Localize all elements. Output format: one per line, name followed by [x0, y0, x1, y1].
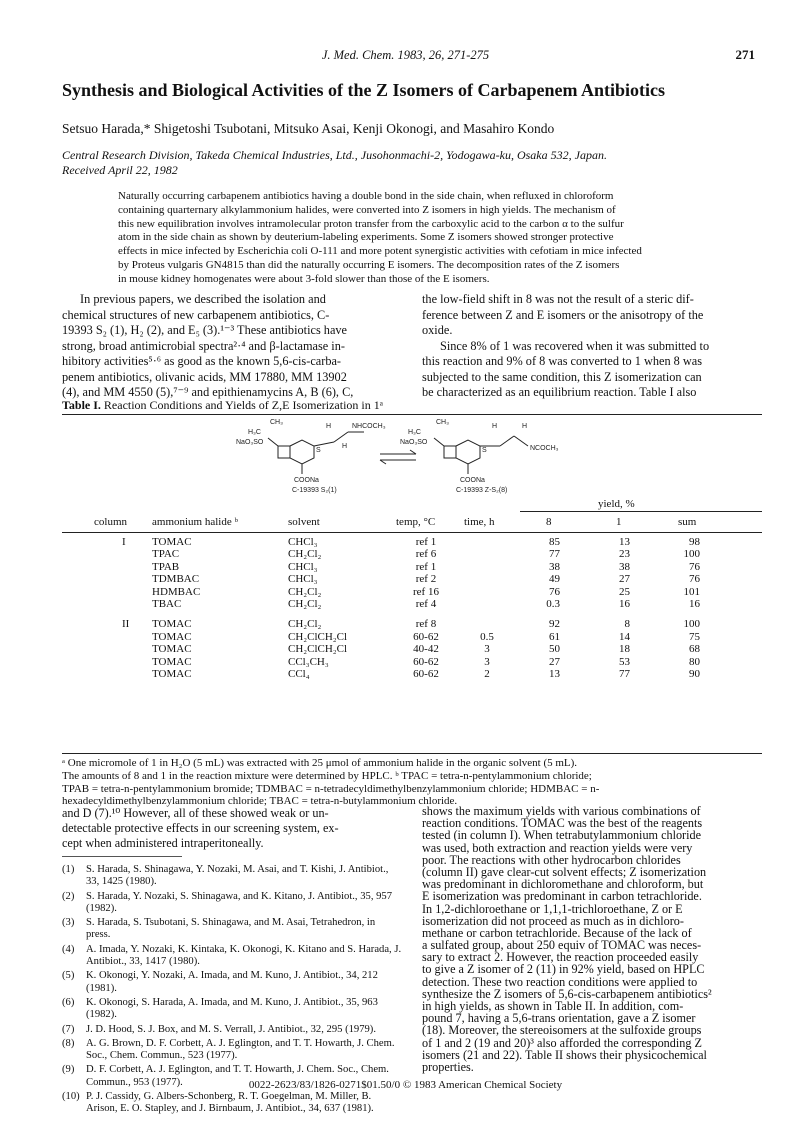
table-cell-y1: 14 — [619, 630, 630, 643]
table-row — [62, 548, 762, 560]
scheme-atom-label: H — [342, 443, 348, 450]
table-cell-y8: 27 — [549, 655, 560, 668]
body-left-top — [62, 292, 402, 401]
table-cell-y8: 13 — [549, 668, 560, 680]
table-cell-halide: TOMAC — [152, 630, 192, 643]
abstract-line: atom in the side chain as shown by deuterium-labeling experiments. Some Z isomers showed stronger protective — [118, 231, 614, 244]
table-header-row — [62, 516, 762, 529]
body-right-top — [422, 292, 762, 401]
scheme-betalactam-left — [278, 446, 290, 458]
footnote-line: The amounts of 8 and 1 in the reaction mixture were determined by HPLC. ᵇ TPAC = tetra-n-pentylammonium chloride; — [62, 769, 592, 782]
table-cell-sum: 16 — [689, 598, 700, 610]
body-line: tested (in column I). When tetrabutylammonium chloride — [422, 828, 701, 843]
reference-text: J. D. Hood, S. J. Box, and M. S. Verrall, J. Antibiot., 32, 295 (1979). — [86, 1023, 376, 1035]
scheme-atom-label: H — [326, 423, 332, 430]
affiliation — [62, 148, 762, 178]
table-caption-label: Table I. — [62, 398, 101, 412]
table-cell-sum: 76 — [689, 560, 700, 573]
body-line: subjected to the same condition, this Z isomerization can — [422, 369, 702, 384]
scheme-bond — [514, 436, 528, 446]
scheme-atom-label: S — [316, 447, 321, 454]
table-row — [62, 586, 762, 598]
reference-item — [62, 917, 402, 942]
table-cell-temp: 60-62 — [413, 630, 439, 643]
table-cell-halide: TPAB — [152, 560, 180, 573]
scheme-atom-label: COONa — [294, 477, 319, 484]
table-cell-solvent: CH₂ClCH₂Cl — [288, 643, 348, 656]
table-cell-halide: TOMAC — [152, 668, 192, 680]
table-cell-y8: 77 — [549, 548, 560, 561]
table-cell-sum: 90 — [689, 668, 700, 680]
body-line: ference between Z and E isomers or the anisotropy of the — [422, 307, 704, 322]
table-cell-temp: ref 8 — [415, 618, 437, 631]
copyright-footer: 0022-2623/83/1826-0271$01.50/0 © 1983 American Chemical Society — [248, 1079, 563, 1091]
table-row — [62, 573, 762, 585]
body-line: to give a Z isomer of 2 (11) in 92% yield, based on HPLC — [422, 962, 705, 977]
body-line: In previous papers, we described the isolation and — [80, 292, 326, 306]
article-title: Synthesis and Biological Activities of the Z Isomers of Carbapenem Antibiotics — [62, 80, 666, 100]
scheme-atom-label: NaO₃SO — [236, 439, 264, 446]
table-cell-sum: 100 — [683, 548, 700, 561]
table-cell-temp: ref 1 — [415, 536, 437, 548]
reference-text: A. G. Brown, D. F. Corbett, A. J. Eglington, and T. T. Howarth, J. Chem. Soc., Chem. Commun., 523 (1977). — [86, 1037, 395, 1062]
table-cell-halide: TPAC — [152, 548, 180, 561]
reference-text: K. Okonogi, S. Harada, A. Imada, and M. Kuno, J. Antibiot., 35, 963 (1982). — [86, 996, 378, 1021]
table-cell-sum: 75 — [689, 630, 700, 643]
reference-text: S. Harada, Y. Nozaki, S. Shinagawa, and K. Kitano, J. Antibiot., 35, 957 (1982). — [86, 890, 393, 914]
table-row — [62, 618, 762, 630]
table-cell-halide: TOMAC — [152, 618, 192, 631]
table-row — [62, 631, 762, 643]
reference-item — [62, 970, 402, 995]
body-line: sary to extract 2. However, the reaction proceeded easily — [422, 950, 699, 965]
table-cell-temp: 60-62 — [413, 655, 439, 668]
abstract-line: by Proteus vulgaris GN4815 than did the naturally occurring E isomers. The decomposition rates of the Z isomers — [118, 258, 620, 271]
table-cell-y1: 25 — [619, 585, 630, 598]
table-cell-time: 0.5 — [480, 630, 494, 643]
table-cell-y8: 50 — [549, 643, 560, 656]
affiliation-line: Central Research Division, Takeda Chemical Industries, Ltd., Jusohonmachi-2, Yodogawa-ku, Osaka 532, Japan. — [62, 148, 607, 162]
table-cell-y8: 61 — [549, 630, 560, 643]
abstract-line: in mouse kidney homogenates were about 3-fold slower than those of the E isomers. — [118, 272, 490, 285]
body-line: shows the maximum yields with various combinations of — [422, 804, 701, 818]
table-cell-y1: 8 — [624, 618, 630, 631]
table-cell-y8: 76 — [549, 585, 560, 598]
reference-text: S. Harada, S. Tsubotani, S. Shinagawa, and M. Asai, Tetrahedron, in press. — [86, 917, 376, 941]
reference-number: (9) — [62, 1064, 75, 1076]
body-line: hibitory activities⁵·⁶ as good as the known 5,6-cis-carba- — [62, 354, 342, 368]
scheme-bond — [434, 438, 444, 446]
scheme-bond — [268, 438, 278, 446]
scheme-atom-label: CH₃ — [436, 419, 449, 426]
scheme-atom-label: NaO₃SO — [400, 439, 428, 446]
body-line: synthesize the Z isomers of 5,6-cis-carbapenem antibiotics² — [422, 986, 712, 1001]
table-header-y1: 1 — [616, 516, 622, 528]
body-line: a sulfated group, about 250 equiv of TOMAC was neces- — [422, 938, 702, 953]
scheme-arrowhead — [380, 460, 386, 464]
scheme-bond — [500, 436, 514, 446]
table-cell-temp: 60-62 — [413, 668, 439, 680]
table-cell-y1: 38 — [619, 560, 630, 573]
table-cell-solvent: CCl₃CH₃ — [288, 655, 329, 668]
body-line: detectable protective effects in our screening system, ex- — [62, 820, 339, 835]
reference-number: (10) — [62, 1091, 80, 1103]
abstract-line: effects in mice infected by Escherichia coli O-111 and more potent synergistic activities with cefotiam in mice infected — [118, 245, 642, 258]
scheme-atom-label: S — [482, 447, 487, 454]
reference-item — [62, 944, 402, 969]
abstract-line: this new equilibration involves intramolecular proton transfer from the carboxylic acid to the carbon α to the sulfur — [118, 217, 624, 230]
scheme-betalactam-right — [444, 446, 456, 458]
body-line: In 1,2-dichloroethane or 1,1,1-trichloroethane, Z or E — [422, 901, 683, 916]
reference-text: D. F. Corbett, A. J. Eglington, and T. T. Howarth, J. Chem. Soc., Chem. Commun., 953 (1977). — [86, 1064, 389, 1088]
references-rule — [62, 856, 182, 857]
table-cell-solvent: CH₂Cl₂ — [288, 585, 322, 598]
body-line: isomers (21 and 22). Table II shows their physicochemical — [422, 1047, 707, 1062]
body-line: (4), and MM 4550 (5),⁷⁻⁹ and epithienamycins A, B (6), C, — [62, 385, 354, 399]
reaction-scheme — [230, 418, 580, 494]
reference-item — [62, 1038, 402, 1063]
body-line: oxide. — [422, 323, 453, 337]
reference-item — [62, 1091, 402, 1116]
journal-header: J. Med. Chem. 1983, 26, 271-275 — [321, 48, 490, 62]
table-top-rule — [62, 414, 762, 415]
scheme-bond — [334, 432, 348, 442]
body-line: pound 7, having a 5,6-trans orientation, gave a Z isomer — [422, 1011, 696, 1026]
table-cell-y8: 49 — [549, 573, 560, 586]
received-date: Received April 22, 1982 — [62, 163, 178, 177]
body-line: reaction conditions. TOMAC was the best of the reagents — [422, 816, 703, 831]
abstract-line: Naturally occurring carbapenem antibiotics having a double bond in the side chain, when refluxed in chloroform — [118, 190, 614, 202]
table-cell-sum: 101 — [683, 585, 700, 598]
scheme-atom-label: H₃C — [248, 429, 261, 436]
table-header-halide: ammonium halide ᵇ — [152, 516, 238, 528]
table-cell-solvent: CH₂Cl₂ — [288, 618, 322, 631]
table-cell-time: 3 — [484, 643, 490, 656]
table-row — [62, 643, 762, 655]
body-left-bottom — [62, 806, 402, 850]
table-cell-temp: ref 6 — [415, 548, 437, 561]
table-footnote — [62, 757, 762, 808]
table-header-rule — [62, 532, 762, 533]
body-line: (18). Moreover, the stereoisomers at the sulfoxide groups — [422, 1023, 702, 1038]
table-cell-column: II — [122, 618, 130, 631]
body-line: isomerization did not proceed as much as in dichloro- — [422, 913, 684, 928]
table-cell-halide: TOMAC — [152, 536, 192, 548]
body-line: was used, both extraction and reaction yields were very — [422, 840, 693, 855]
table-cell-halide: TBAC — [152, 598, 182, 610]
table-cell-solvent: CH₂Cl₂ — [288, 548, 322, 561]
body-line: strong, broad antimicrobial spectra²·⁴ and β-lactamase in- — [62, 338, 345, 353]
table-header-solvent: solvent — [288, 516, 320, 528]
reference-number: (2) — [62, 890, 75, 902]
table-cell-y1: 77 — [619, 668, 630, 680]
scheme-atom-label: H — [492, 423, 498, 430]
abstract — [118, 190, 718, 287]
footnote-line: TPAB = tetra-n-pentylammonium bromide; TDMBAC = n-tetradecyldimethylbenzylammonium chloride; HDMBAC = n- — [62, 782, 600, 795]
table-caption-text: Reaction Conditions and Yields of Z,E Isomerization in 1ᵃ — [103, 398, 384, 412]
table-cell-y1: 23 — [619, 548, 630, 561]
scheme-label-left: C-19393 S₂(1) — [292, 487, 337, 494]
table-header-time: time, h — [464, 516, 495, 528]
reference-number: (1) — [62, 864, 75, 875]
reference-number: (3) — [62, 917, 75, 929]
footnote-line: ᵃ One micromole of 1 in H₂O (5 mL) was extracted with 25 μmol of ammonium halide in the organic solvent (5 mL). — [62, 757, 578, 769]
table-row — [62, 656, 762, 668]
reference-item — [62, 997, 402, 1022]
reference-item — [62, 864, 402, 889]
table-row — [62, 668, 762, 680]
body-right-bottom — [422, 806, 762, 1074]
reference-number: (7) — [62, 1023, 75, 1035]
body-line: this reaction and 9% of 8 was converted to 1 when 8 was — [422, 354, 703, 368]
table-cell-y1: 27 — [619, 573, 630, 586]
scheme-atom-label: COONa — [460, 477, 485, 484]
body-line: methane or carbon tetrachloride. Because of the lack of — [422, 925, 692, 940]
table-row — [62, 598, 762, 610]
table-cell-halide: TDMBAC — [152, 573, 200, 586]
table-yield-header: yield, % — [598, 498, 635, 510]
scheme-label-right: C-19393 Z-S₂(8) — [456, 487, 508, 494]
table-cell-y8: 0.3 — [546, 598, 560, 610]
body-line: be characterized as an equilibrium reaction. Table I also — [422, 385, 697, 399]
table-caption — [62, 398, 383, 413]
scheme-atom-label: H₃C — [408, 429, 421, 436]
table-header-temp: temp, °C — [396, 516, 436, 528]
body-line: detection. These two reaction conditions were applied to — [422, 974, 698, 989]
table-cell-y1: 16 — [619, 598, 630, 610]
body-line: in high yields, as shown in Table II. In addition, com- — [422, 999, 684, 1013]
body-line: chemical structures of new carbapenem antibiotics, C- — [62, 307, 330, 322]
table-cell-y1: 53 — [619, 655, 630, 668]
scheme-atom-label: NCOCH₃ — [530, 445, 559, 452]
table-row — [62, 561, 762, 573]
table-cell-solvent: CCl₄ — [288, 668, 310, 680]
table-cell-solvent: CHCl₃ — [288, 536, 318, 548]
table-cell-sum: 100 — [683, 618, 700, 631]
reference-text: S. Harada, S. Shinagawa, Y. Nozaki, M. Asai, and T. Kishi, J. Antibiot., 33, 1425 (1980). — [86, 864, 389, 888]
footnote-line: hexadecyldimethylbenzylammonium chloride; TBAC = tetra-n-butylammonium chloride. — [62, 795, 458, 808]
body-line: and D (7).¹⁰ However, all of these showed weak or un- — [62, 806, 329, 820]
table-cell-sum: 76 — [689, 573, 700, 586]
table-bottom-rule — [62, 753, 762, 754]
author-list: Setsuo Harada,* Shigetoshi Tsubotani, Mitsuko Asai, Kenji Okonogi, and Masahiro Kondo — [62, 121, 555, 136]
reference-item — [62, 891, 402, 916]
scheme-atom-label: H — [522, 423, 528, 430]
body-line: properties. — [422, 1059, 474, 1074]
table-cell-solvent: CH₂ClCH₂Cl — [288, 630, 348, 643]
table-cell-column: I — [122, 536, 126, 548]
table-cell-temp: ref 4 — [415, 598, 437, 610]
table-cell-temp: ref 16 — [413, 585, 439, 598]
body-line: was predominant in dichloromethane and chloroform, but — [422, 877, 704, 892]
reference-number: (8) — [62, 1037, 75, 1049]
reference-text: K. Okonogi, Y. Nozaki, A. Imada, and M. Kuno, J. Antibiot., 34, 212 (1981). — [86, 970, 378, 994]
body-line: the low-field shift in 8 was not the result of a steric dif- — [422, 292, 694, 306]
body-line: poor. The reactions with other hydrocarbon chlorides — [422, 852, 681, 867]
body-line: of 1 and 2 (19 and 20)³ also afforded the corresponding Z — [422, 1035, 702, 1050]
table-cell-halide: TOMAC — [152, 643, 192, 656]
reference-item — [62, 1024, 402, 1036]
scheme-ring-right — [456, 440, 480, 464]
abstract-line: containing quarternary alkylammonium halides, were converted into Z isomers in high yields. The mechanism of — [118, 203, 616, 216]
table-cell-temp: 40-42 — [413, 643, 439, 656]
table-cell-y1: 18 — [619, 643, 630, 656]
reference-text: A. Imada, Y. Nozaki, K. Kintaka, K. Okonogi, K. Kitano and S. Harada, J. Antibiot., 33, 1417 (1980). — [86, 943, 402, 968]
table-cell-y1: 13 — [619, 536, 630, 548]
table-cell-sum: 68 — [689, 643, 700, 656]
table-cell-sum: 98 — [689, 536, 700, 548]
table-header-column: column — [94, 516, 127, 528]
table-cell-solvent: CH₂Cl₂ — [288, 598, 322, 610]
table-cell-time: 3 — [484, 655, 490, 668]
body-line: Since 8% of 1 was recovered when it was submitted to — [440, 338, 710, 353]
body-line: cept when administered intraperitoneally. — [62, 835, 264, 850]
scheme-atom-label: NHCOCH₃ — [352, 423, 386, 430]
table-yield-rule — [520, 511, 762, 512]
page-number: 271 — [735, 47, 755, 62]
body-line: E isomerization was predominant in carbon tetrachloride. — [422, 889, 702, 904]
scheme-arrowhead — [410, 450, 416, 454]
body-line: (column II) gave clear-cut solvent effects; Z isomerization — [422, 864, 707, 879]
table-cell-solvent: CHCl₃ — [288, 573, 318, 586]
table-cell-y8: 85 — [549, 536, 560, 548]
scheme-bond — [314, 442, 334, 446]
table-cell-temp: ref 2 — [415, 573, 437, 586]
scheme-ring-left — [290, 440, 314, 464]
table-header-y8: 8 — [546, 516, 552, 528]
table-cell-time: 2 — [484, 668, 490, 680]
table-cell-temp: ref 1 — [415, 560, 437, 573]
reference-text: P. J. Cassidy, G. Albers-Schonberg, R. T. Goegelman, M. Miller, B. Arison, E. O. Stapley, and J. Birnbaum, J. Antibiot., 34, 637 (1981). — [86, 1091, 374, 1115]
reference-number: (5) — [62, 970, 75, 982]
table-cell-y8: 38 — [549, 560, 560, 573]
table-cell-sum: 80 — [689, 655, 700, 668]
table-cell-y8: 92 — [549, 618, 560, 631]
scheme-atom-label: CH₃ — [270, 419, 283, 426]
table-header-sum: sum — [678, 516, 697, 528]
table-row — [62, 536, 762, 548]
body-line: 19393 S₂ (1), H₂ (2), and E₅ (3).¹⁻³ These antibiotics have — [62, 323, 348, 337]
table-cell-solvent: CHCl₃ — [288, 560, 318, 573]
body-line: penem antibiotics, olivanic acids, MM 17880, MM 13902 — [62, 369, 347, 384]
table-cell-halide: TOMAC — [152, 655, 192, 668]
table-cell-halide: HDMBAC — [152, 585, 201, 598]
reference-number: (4) — [62, 943, 75, 955]
reference-number: (6) — [62, 996, 75, 1008]
